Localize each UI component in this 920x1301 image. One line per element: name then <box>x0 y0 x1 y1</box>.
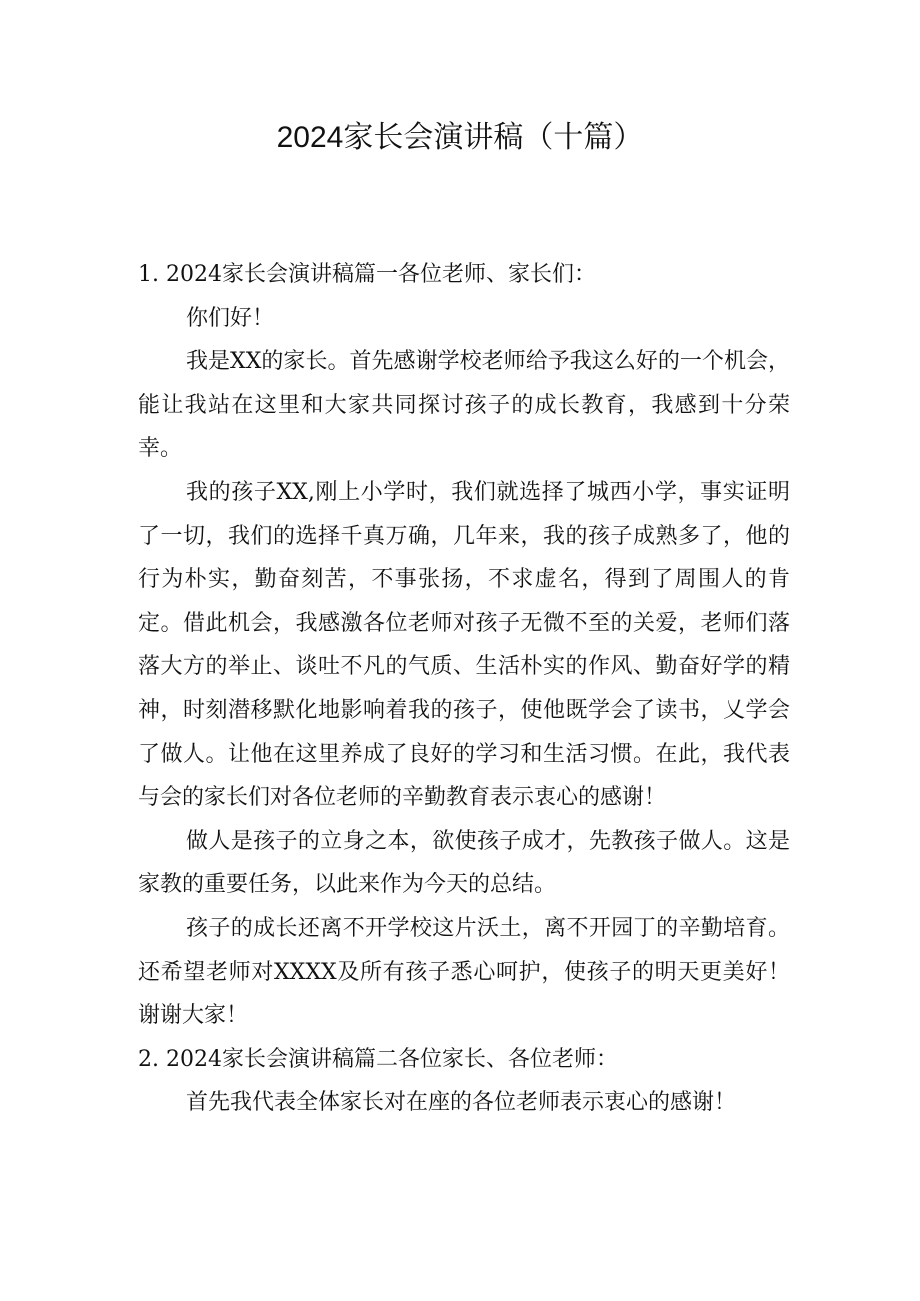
paragraph-intro: 我是XX的家长。首先感谢学校老师给予我这么好的一个机会，能让我站在这里和大家共同探讨孩子的成长教育，我感到十分荣幸。 <box>138 349 790 462</box>
paragraph-child: 我的孩子XX,刚上小学时，我们就选择了城西小学，事实证明了一切，我们的选择千真万确，几年来，我的孩子成熟多了，他的行为朴实，勤奋刻苦，不事张扬，不求虚名，得到了周围人的肯定。借此机会，我感激各位老师对孩子无微不至的关爱，老师们落落大方的举止、谈吐不凡的气质、生活朴实的作风、勤奋好学的精神，时刻潜移默化地影响着我的孩子，使他既学会了读书，乂学会了做人。让他在这里养成了良好的学习和生活习惯。在此，我代表与会的家长们对各位老师的辛勤教育表示衷心的感谢！ <box>138 479 790 811</box>
paragraph-greeting: 你们好！ <box>186 305 275 331</box>
document-title: 2024家长会演讲稿（十篇） <box>276 121 644 154</box>
section-heading-2: 2. 2024家长会演讲稿篇二各位家长、各位老师： <box>138 1046 618 1072</box>
paragraph-conduct: 做人是孩子的立身之本，欲使孩子成才，先教孩子做人。这是家教的重要任务，以此来作为今天的总结。 <box>138 828 790 898</box>
document-body <box>138 253 790 1125</box>
section-heading-1: 1. 2024家长会演讲稿篇一各位老师、家长们： <box>138 262 596 287</box>
paragraph-opening-2: 首先我代表全体家长对在座的各位老师表示衷心的感谢！ <box>186 1090 737 1116</box>
paragraph-thanks: 孩子的成长还离不开学校这片沃土，离不开园丁的辛勤培育。还希望老师对XXXX及所有孩子悉心呵护，使孩子的明天更美好！谢谢大家！ <box>138 915 790 1029</box>
